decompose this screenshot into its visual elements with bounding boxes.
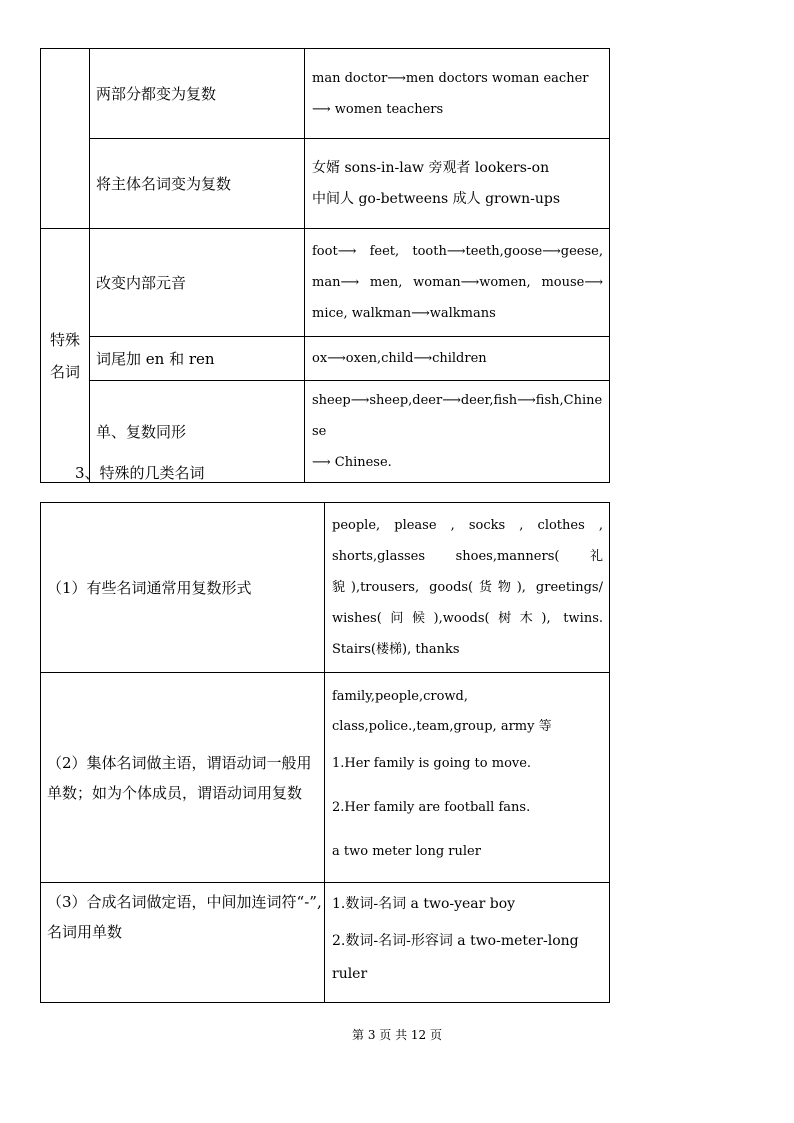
- rule-label: 两部分都变为复数: [90, 49, 305, 139]
- rule-label: 词尾加 en 和 ren: [90, 337, 305, 381]
- rule-examples: [325, 883, 610, 1003]
- example-line: 中间人 go-betweens 成人 grown-ups: [312, 190, 561, 207]
- rule-examples: [305, 337, 610, 381]
- table-row: [41, 883, 610, 1003]
- rule-examples: [325, 503, 610, 673]
- rule-label: （1）有些名词通常用复数形式: [41, 503, 325, 673]
- example-line: 2.Her family are football fans.: [332, 799, 531, 815]
- rule-label: （2）集体名词做主语，谓语动词一般用单数；如为个体成员，谓语动词用复数: [41, 673, 325, 883]
- rule-label: 改变内部元音: [90, 229, 305, 337]
- table-row: [41, 49, 610, 139]
- table-row: [41, 139, 610, 229]
- rule-examples: [305, 139, 610, 229]
- example-line: man⟶ men, woman⟶women, mouse⟶: [312, 275, 603, 290]
- example-line: family,people,crowd,: [332, 688, 469, 704]
- rule-label: （3）合成名词做定语，中间加连词符“-”,名词用单数: [41, 883, 325, 1003]
- example-line: people, please , socks , clothes ,: [332, 518, 603, 533]
- example-line: ⟶ Chinese.: [312, 455, 392, 470]
- category-cell-empty: [41, 49, 90, 229]
- rule-label: 将主体名词变为复数: [90, 139, 305, 229]
- plural-rules-table: [40, 48, 610, 483]
- example-line: 貌),trousers, goods(货物), greetings/: [332, 580, 603, 595]
- example-line: sheep⟶sheep,deer⟶deer,fish⟶fish,Chinese: [312, 393, 603, 439]
- example-line: ⟶ women teachers: [312, 101, 444, 117]
- rule-label: 单、复数同形: [90, 381, 305, 483]
- rule-examples: [325, 673, 610, 883]
- table-row: [41, 337, 610, 381]
- example-line: foot⟶ feet, tooth⟶teeth,goose⟶geese,: [312, 244, 603, 259]
- example-line: 1.Her family is going to move.: [332, 755, 532, 771]
- example-line: ox⟶oxen,child⟶children: [312, 351, 487, 366]
- example-line: wishes(问候),woods(树木), twins.: [332, 611, 603, 626]
- example-line: 女婿 sons-in-law 旁观者 lookers-on: [312, 159, 550, 176]
- example-line: 1.数词-名词 a two-year boy: [332, 896, 516, 912]
- example-line: 2.数词-名词-形容词 a two-meter-long: [332, 933, 579, 949]
- rule-examples: [305, 381, 610, 483]
- example-line: Stairs(楼梯), thanks: [332, 642, 460, 657]
- special-nouns-category: 特殊名词: [41, 229, 90, 483]
- example-line: a two meter long ruler: [332, 843, 481, 859]
- table-row: [41, 673, 610, 883]
- example-line: shorts,glasses shoes,manners( 礼: [332, 549, 603, 564]
- example-line: class,police.,team,group, army 等: [332, 718, 552, 734]
- table-row: [41, 229, 610, 337]
- page-footer: 第 3 页 共 12 页: [352, 1028, 442, 1042]
- example-line: man doctor⟶men doctors woman eacher: [312, 70, 589, 86]
- example-line: mice, walkman⟶walkmans: [312, 306, 496, 321]
- rule-examples: [305, 49, 610, 139]
- example-line: ruler: [332, 966, 368, 982]
- rule-examples: [305, 229, 610, 337]
- special-nouns-table: [40, 502, 610, 1003]
- section-heading: 3、特殊的几类名词: [75, 464, 205, 482]
- table-row: [41, 503, 610, 673]
